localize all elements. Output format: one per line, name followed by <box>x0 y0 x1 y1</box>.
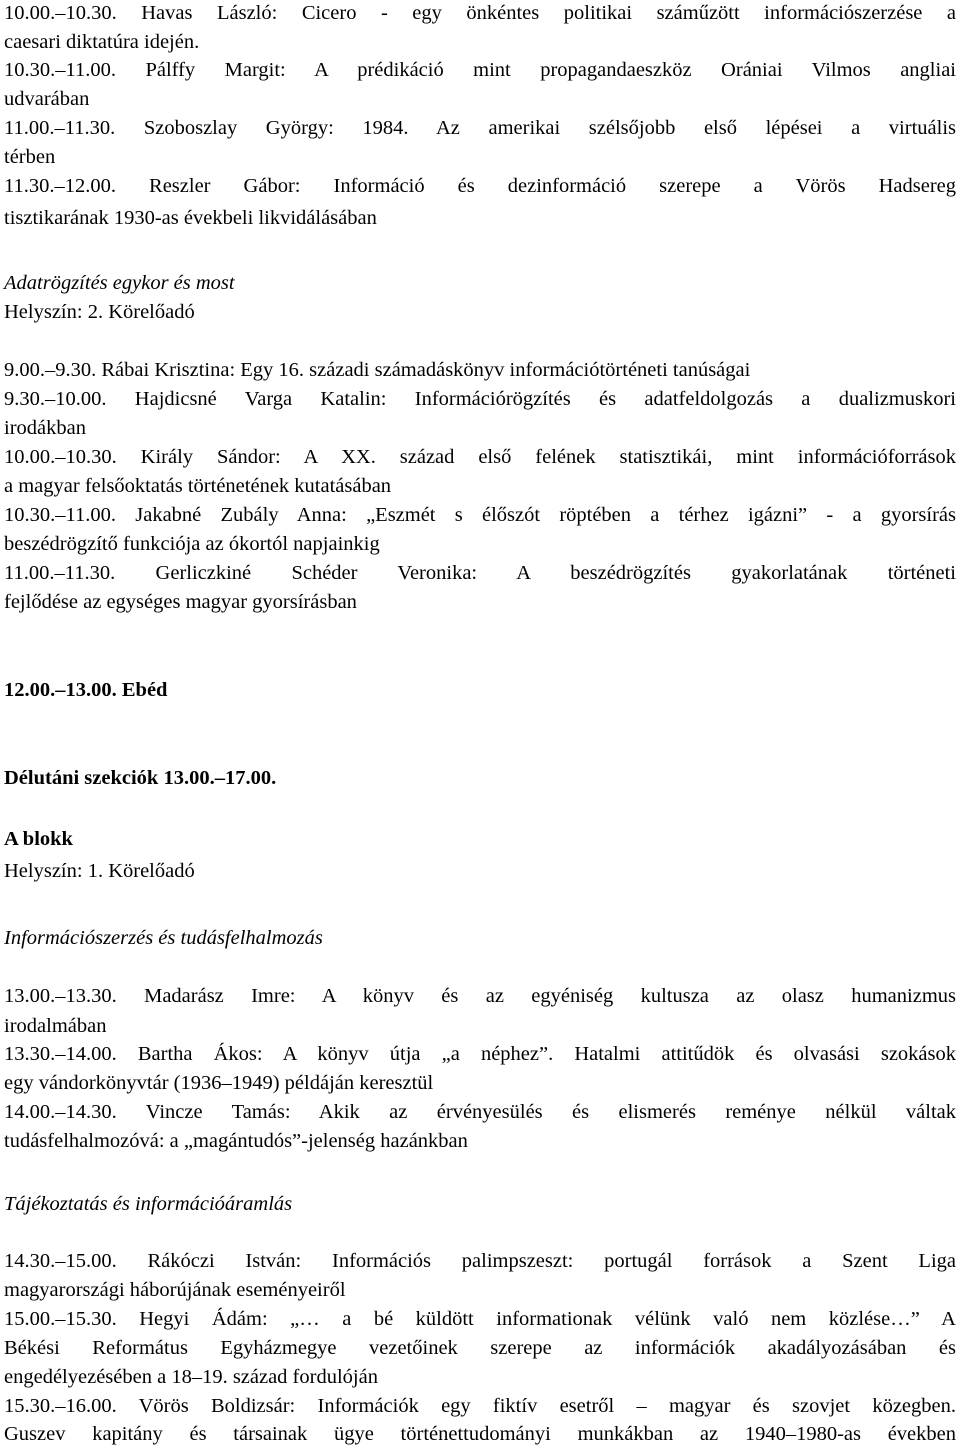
program-entry-line: engedélyezésében a 18–19. század fordulóján <box>4 1366 378 1388</box>
program-entry-line: caesari diktatúra idején. <box>4 31 200 53</box>
section-title: Tájékoztatás és információáramlás <box>4 1193 293 1215</box>
program-entry-line: 14.00.–14.30. Vincze Tamás: Akik az érvényesülés és elismerés reménye nélkül váltak <box>4 1101 956 1123</box>
program-entry-line: 10.30.–11.00. Pálffy Margit: A prédikáció mint propagandaeszköz Orániai Vilmos angliai <box>4 59 956 81</box>
program-entry-line: 13.00.–13.30. Madarász Imre: A könyv és az egyéniség kultusza az olasz humanizmus <box>4 985 956 1007</box>
program-entry-line: beszédrögzítő funkciója az ókortól napjainkig <box>4 533 380 555</box>
venue-label: Helyszín: 1. Körelőadó <box>4 860 195 882</box>
program-entry-line: 11.00.–11.30. Gerliczkiné Schéder Veronika: A beszédrögzítés gyakorlatának történeti <box>4 562 956 584</box>
venue-label: Helyszín: 2. Körelőadó <box>4 301 195 323</box>
program-entry-line: irodákban <box>4 417 86 439</box>
program-entry-line: Békési Református Egyházmegye vezetőinek szerepe az információk akadályozásában és <box>4 1337 956 1359</box>
program-entry-line: tisztikarának 1930-as évekbeli likvidálásában <box>4 207 377 229</box>
program-entry-line: 10.00.–10.30. Havas László: Cicero - egy önkéntes politikai száműzött információszerzése a <box>4 2 956 24</box>
program-entry-line: térben <box>4 146 56 168</box>
program-entry-line: 10.00.–10.30. Király Sándor: A XX. század első felének statisztikái, mint információforrások <box>4 446 956 468</box>
block-heading: A blokk <box>4 828 73 850</box>
program-entry-line: 15.00.–15.30. Hegyi Ádám: „… a bé küldött informationak vélünk való nem közlése…” A <box>4 1308 956 1330</box>
program-entry-line: tudásfelhalmozóvá: a „magántudós”-jelenség hazánkban <box>4 1130 468 1152</box>
program-entry-line: udvarában <box>4 88 90 110</box>
program-entry-line: 13.30.–14.00. Bartha Ákos: A könyv útja „a néphez”. Hatalmi attitűdök és olvasási szokások <box>4 1043 956 1065</box>
program-entry-line: fejlődése az egységes magyar gyorsírásban <box>4 591 357 613</box>
program-entry-line: 14.30.–15.00. Rákóczi István: Információs palimpszeszt: portugál források a Szent Liga <box>4 1250 956 1272</box>
section-title: Információszerzés és tudásfelhalmozás <box>4 927 323 949</box>
program-entry-line: Guszev kapitány és társainak ügye történettudományi munkákban az 1940–1980-as években <box>4 1423 956 1445</box>
program-entry-line: 9.00.–9.30. Rábai Krisztina: Egy 16. századi számadáskönyv információtörténeti tanúságai <box>4 359 751 381</box>
lunch-break-heading: 12.00.–13.00. Ebéd <box>4 679 168 701</box>
program-entry-line: egy vándorkönyvtár (1936–1949) példáján keresztül <box>4 1072 434 1094</box>
program-entry-line: 9.30.–10.00. Hajdicsné Varga Katalin: Információrögzítés és adatfeldolgozás a dualizmuskori <box>4 388 956 410</box>
program-entry-line: 11.30.–12.00. Reszler Gábor: Információ és dezinformáció szerepe a Vörös Hadsereg <box>4 175 956 197</box>
program-entry-line: irodalmában <box>4 1015 107 1037</box>
program-entry-line: a magyar felsőoktatás történetének kutatásában <box>4 475 392 497</box>
afternoon-sessions-heading: Délutáni szekciók 13.00.–17.00. <box>4 767 277 789</box>
program-entry-line: 15.30.–16.00. Vörös Boldizsár: Információk egy fiktív esetről – magyar és szovjet közegben. <box>4 1395 956 1417</box>
section-title: Adatrögzítés egykor és most <box>4 272 235 294</box>
program-entry-line: magyarországi háborújának eseményeiről <box>4 1279 346 1301</box>
program-entry-line: 10.30.–11.00. Jakabné Zubály Anna: „Eszmét s élőszót röptében a térhez igázni” - a gyorsírás <box>4 504 956 526</box>
program-entry-line: 11.00.–11.30. Szoboszlay György: 1984. Az amerikai szélsőjobb első lépései a virtuális <box>4 117 956 139</box>
